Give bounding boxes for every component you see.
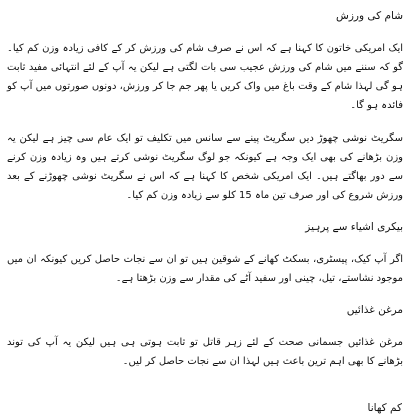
paragraph-bakery-items: اگر آپ کیک، پیسٹری، بسکٹ کھانے کے شوقین ہیں تو ان سے نجات حاصل کریں کیونکہ ان میں موجود نشاستے، تیل، چینی اور سفید آٹے کی مقدار سے وزن بڑھتا ہے۔ xyxy=(7,254,403,284)
cutoff-heading: کم کھانا xyxy=(367,402,402,414)
section-heading-evening-exercise: شام کی ورزش xyxy=(336,10,403,22)
paragraph-quit-smoking: سگریٹ نوشی چھوڑ دیں سگریٹ پینے سے سانس میں تکلیف تو ایک عام سی چیز ہے لیکن یہ وزن بڑھانے کی بھی ایک وجہ ہے کیونکہ جو لوگ سگریٹ نوشی کرتے ہیں وہ زیادہ وزن کرنے سے دور بھاگتے ہیں۔ ایک امریکی شخص کا کہنا ہے کہ اس نے سگریٹ نوشی چھوڑنے کے بعد ورزش شروع کی اور صرف تین ماہ 15 کلو سے زیادہ وزن کم کیا۔ xyxy=(7,133,403,201)
section-heading-bakery-items: بیکری اشیاء سے پرہیز xyxy=(305,221,403,233)
paragraph-evening-exercise: ایک امریکی خاتون کا کہنا ہے کہ اس نے صرف شام کی ورزش کر کے کافی زیادہ وزن کم کیا۔ گو کہ سننے میں شام کی ورزش عجیب سی بات لگتی ہے لیکن یہ آپ کے لئے انتہائی مفید ثابت ہو گی لہذا شام کے وقت باغ میں واک کریں یا پھر جم جا کر ورزش، دونوں صورتوں میں آپ کو فائدہ ہو گا۔ xyxy=(7,43,403,111)
section-heading-oily-foods: مرغن غذائیں xyxy=(346,304,403,316)
paragraph-oily-foods: مرغن غذائیں جسمانی صحت کے لئے زہر قاتل تو ثابت ہوتی ہی ہیں لیکن یہ آپ کی توند بڑھانے کا بھی اہم ترین باعث ہیں لہذا ان سے نجات حاصل کر لیں۔ xyxy=(7,337,403,367)
